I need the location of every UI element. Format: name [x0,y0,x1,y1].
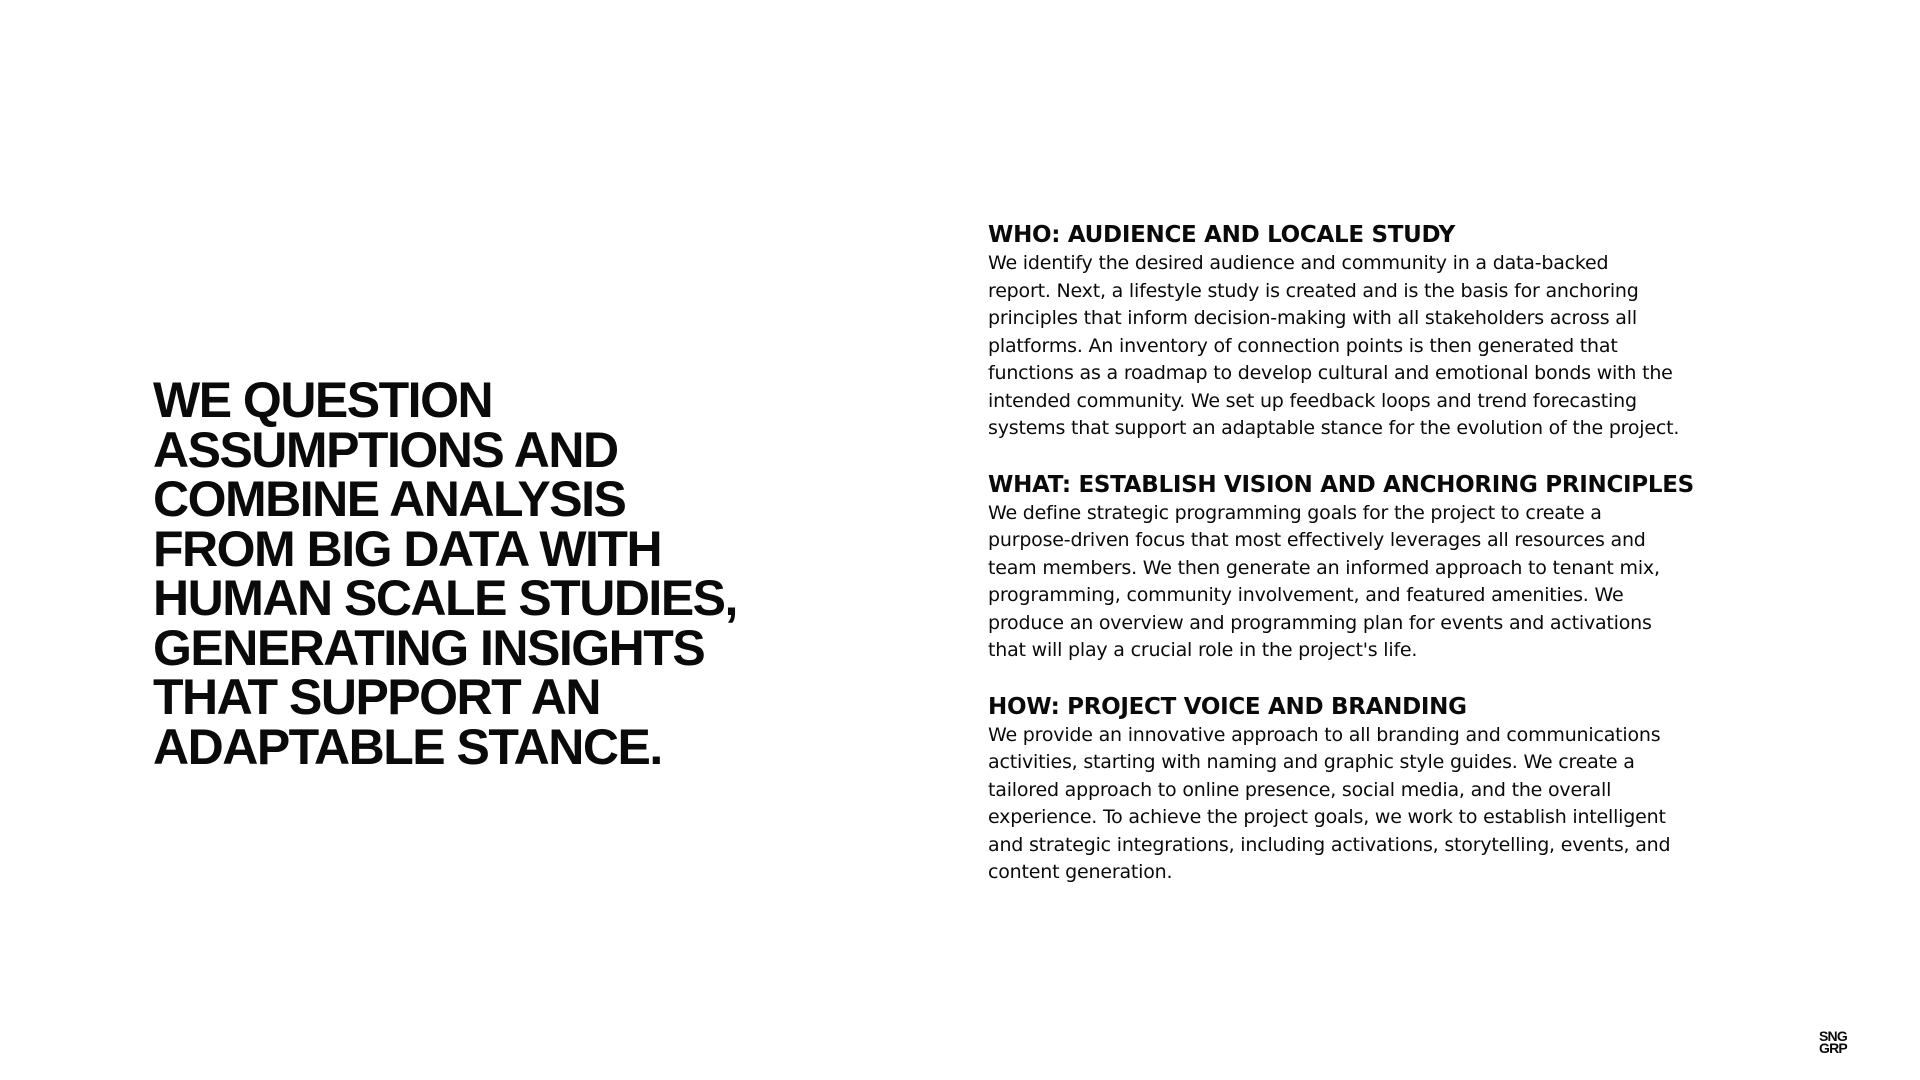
sections-column [988,220,1818,914]
headline-line: GENERATING INSIGHTS [153,619,705,676]
headline-line: ADAPTABLE STANCE. [153,718,662,775]
headline-line: COMBINE ANALYSIS [153,471,626,527]
headline-line: ASSUMPTIONS AND [153,421,618,478]
body-line: programming, community involvement, and featured amenities. We [988,584,1624,606]
body-line: team members. We then generate an informed approach to tenant mix, [988,556,1660,579]
body-line: experience. To achieve the project goals, we work to establish intelligent [988,806,1666,828]
body-line: systems that support an adaptable stance for the evolution of the project. [988,417,1680,439]
body-line: and strategic integrations, including activations, storytelling, events, and [988,833,1671,856]
body-line: purpose-driven focus that most effectively leverages all resources and [988,529,1646,551]
body-line: tailored approach to online presence, social media, and the overall [988,778,1612,801]
body-line: principles that inform decision-making with all stakeholders across all [988,307,1637,329]
headline-line: WE QUESTION [153,372,493,428]
section-title: WHAT: ESTABLISH VISION AND ANCHORING PRINCIPLES [988,471,1694,498]
section-title: HOW: PROJECT VOICE AND BRANDING [988,693,1467,720]
body-line: that will play a crucial role in the project's life. [988,639,1418,661]
body-line: activities, starting with naming and graphic style guides. We create a [988,751,1635,773]
section-how [988,692,1818,887]
body-line: We provide an innovative approach to all branding and communications [988,723,1661,746]
body-line: report. Next, a lifestyle study is created and is the basis for anchoring [988,279,1639,302]
body-line: We define strategic programming goals for the project to create a [988,501,1602,524]
section-who [988,220,1818,443]
section-title: WHO: AUDIENCE AND LOCALE STUDY [988,222,1455,248]
headline-line: HUMAN SCALE STUDIES, [153,570,737,626]
body-line: platforms. An inventory of connection points is then generated that [988,334,1618,357]
section-body [988,250,1818,443]
body-line: produce an overview and programming plan for events and activations [988,611,1652,634]
body-line: functions as a roadmap to develop cultural and emotional bonds with the [988,362,1673,384]
section-body [988,722,1818,887]
section-body [988,500,1818,665]
body-line: intended community. We set up feedback loops and trend forecasting [988,389,1637,412]
body-line: We identify the desired audience and community in a data-backed [988,252,1609,274]
body-line: content generation. [988,861,1173,883]
section-what [988,470,1818,665]
headline-line: FROM BIG DATA WITH [153,520,662,577]
logo-line: GRP [1819,1040,1847,1056]
brand-logo [1819,1030,1857,1054]
headline [153,372,813,775]
headline-line: THAT SUPPORT AN [153,669,600,725]
logo-line: SNG [1819,1028,1847,1044]
